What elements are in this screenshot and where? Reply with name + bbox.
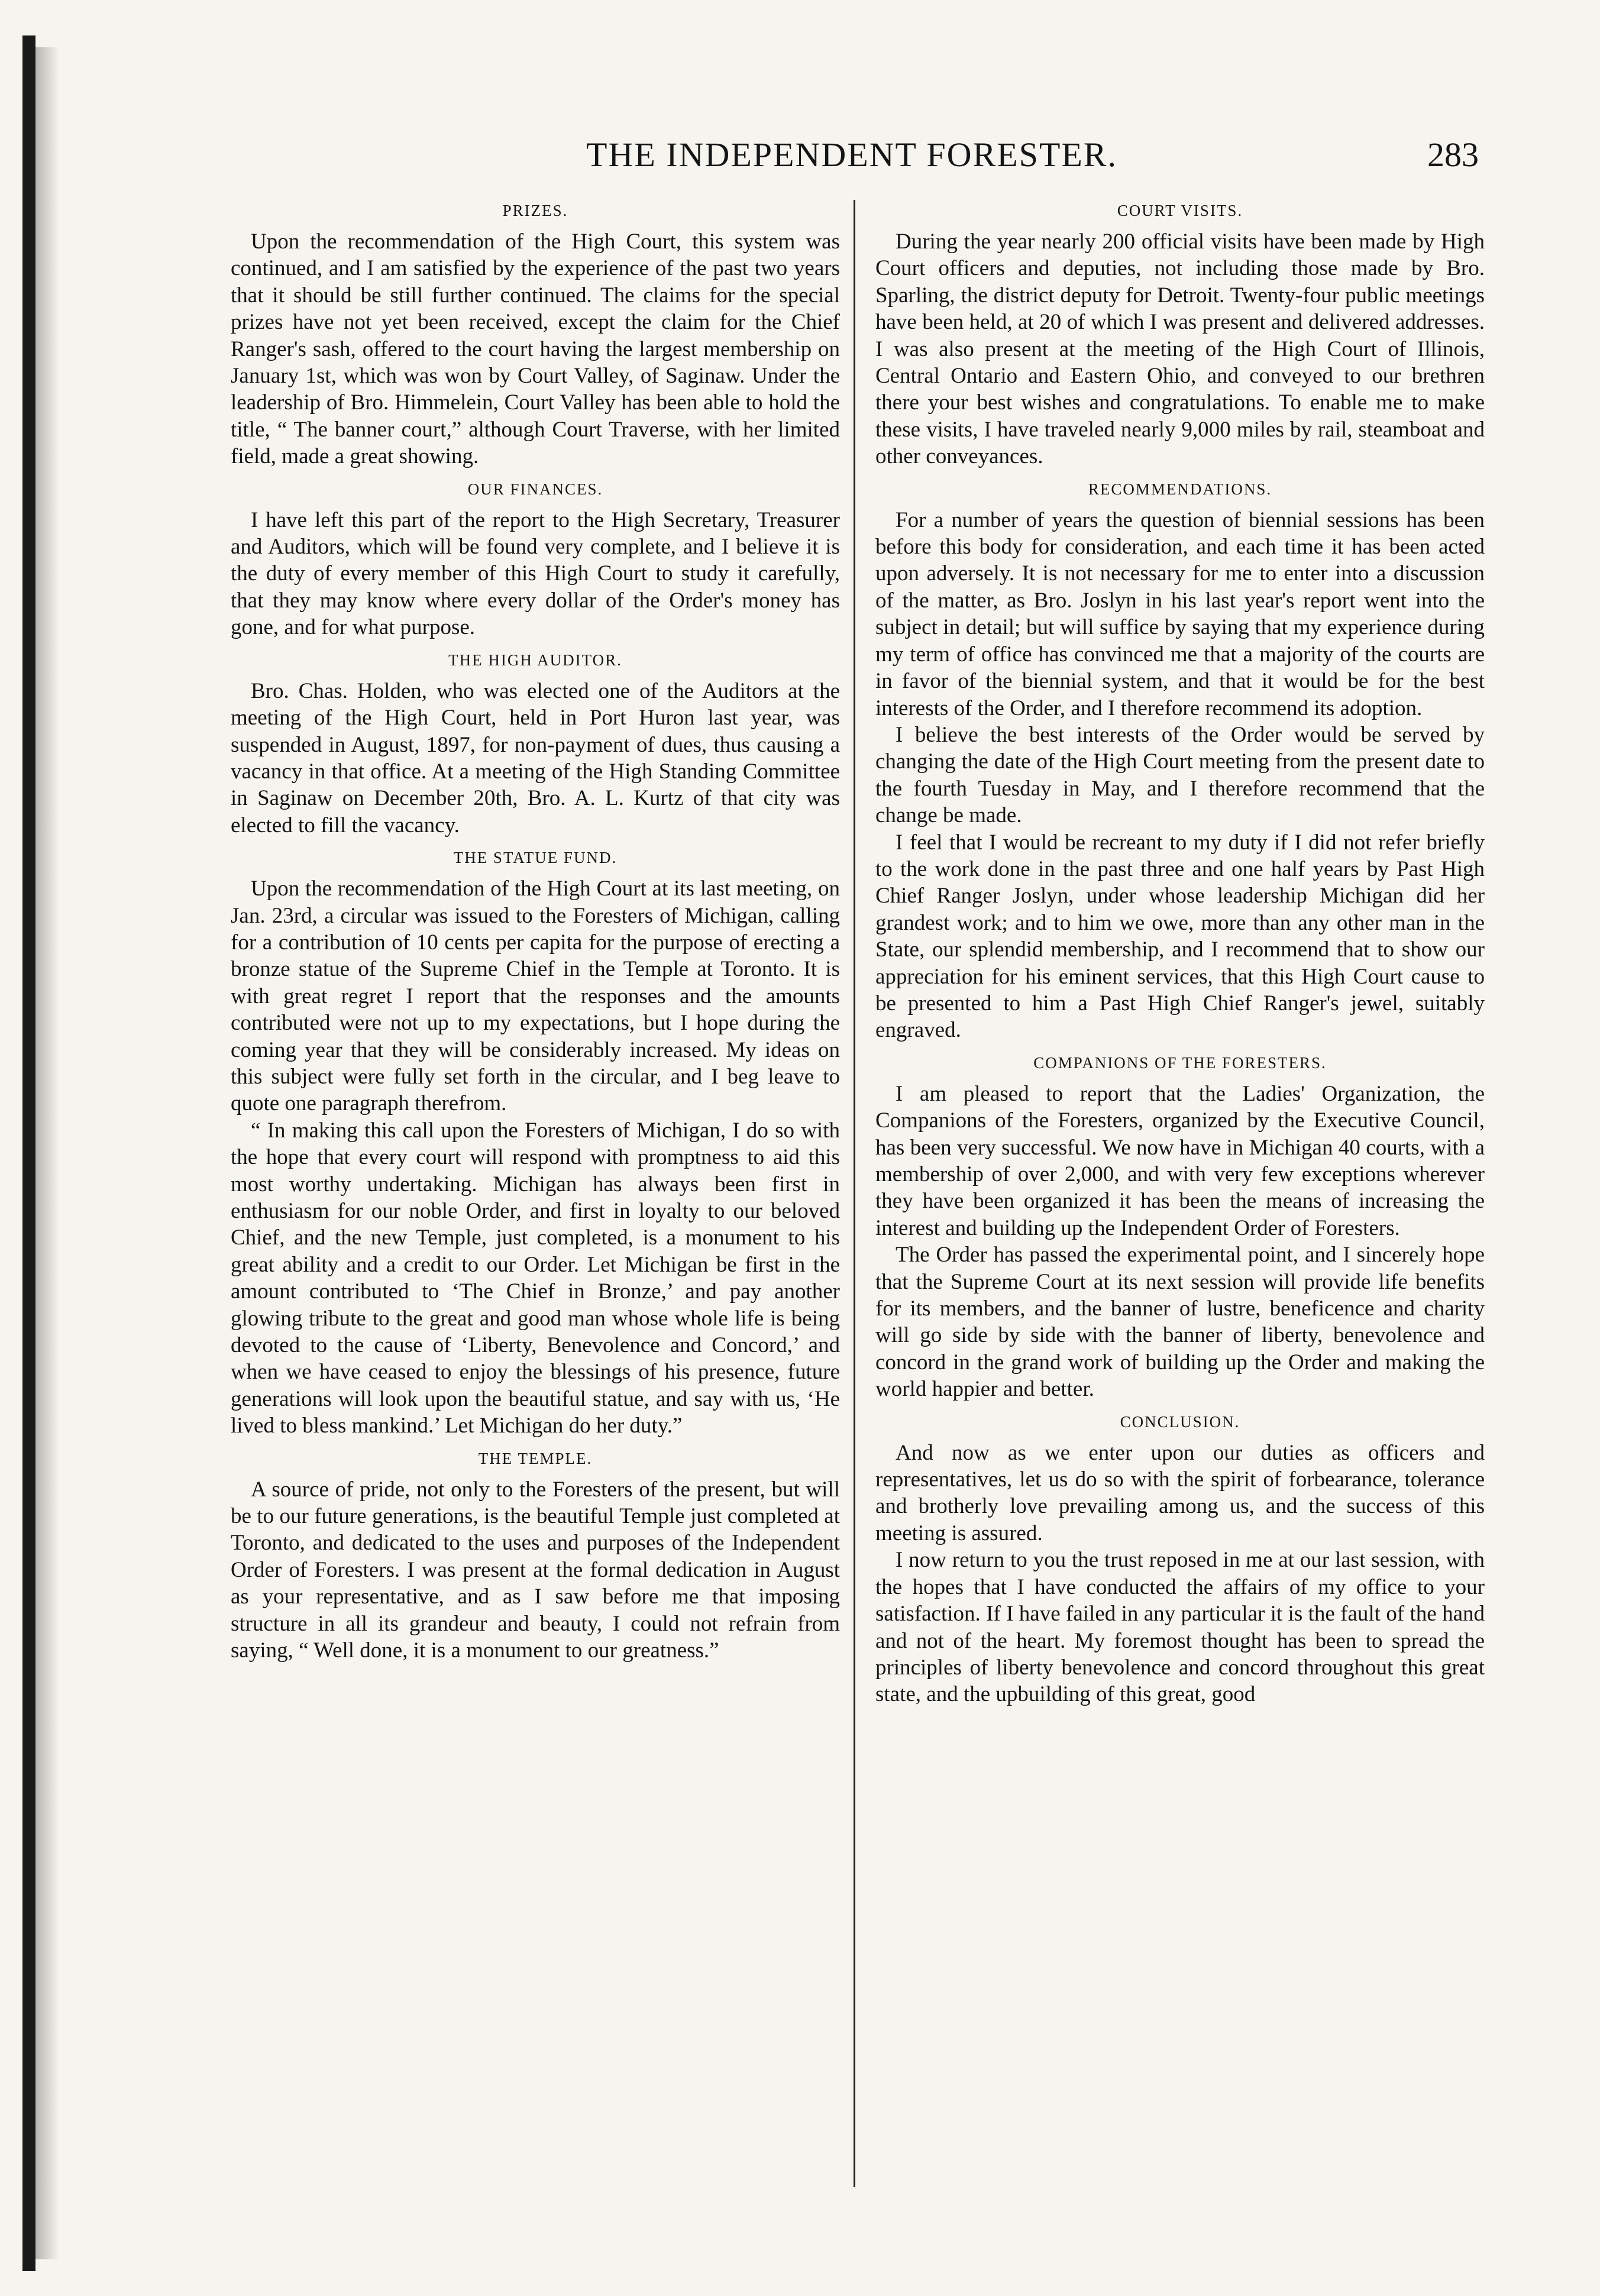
paragraph: I believe the best interests of the Order would be served by changing the date of the High Court meeting from the present date to the fourth Tuesday in May, and I therefore recommend that the change be made. bbox=[875, 722, 1485, 828]
paragraph: A source of pride, not only to the Foresters of the present, but will be to our future generations, is the beautiful Temple just completed at Toronto, and dedicated to the uses and purposes of the Independent Order of Foresters. I was present at the formal dedication in August as your representative, and as I saw before me that imposing structure in all its grandeur and beauty, I could not refrain from saying, “ Well done, it is a monument to our greatness.” bbox=[231, 1477, 840, 1663]
paragraph: I am pleased to report that the Ladies' Organization, the Companions of the Foresters, organized by the Executive Council, has been very successful. We now have in Michigan 40 courts, with a membership of over 2,000, and with very few exceptions wherever they have been organized it has been the means of increasing the interest and building up the Independent Order of Foresters. bbox=[875, 1081, 1485, 1240]
section-heading-conclusion: CONCLUSION. bbox=[1120, 1412, 1240, 1431]
paragraph: And now as we enter upon our duties as officers and representatives, let us do so with the spirit of forbearance, tolerance and brotherly love prevailing among us, and the success of this meeting is assured. bbox=[875, 1440, 1485, 1545]
book-binding-edge bbox=[22, 35, 35, 2271]
paragraph: I have left this part of the report to the High Secretary, Treasurer and Auditors, which will be found very complete, and I believe it is the duty of every member of this High Court to study it carefully, that they may know where every dollar of the Order's money has gone, and for what purpose. bbox=[231, 507, 840, 640]
paragraph: Upon the recommendation of the High Court at its last meeting, on Jan. 23rd, a circular was issued to the Foresters of Michigan, calling for a contribution of 10 cents per capita for the purpose of erecting a bronze statue of the Supreme Chief in the Temple at Toronto. It is with great regret I report that the responses and the amounts contributed were not up to my expectations, but I hope during the coming year that they will be considerably increased. My ideas on this subject were fully set forth in the circular, and I beg leave to quote one paragraph therefrom. bbox=[231, 877, 840, 1116]
section-heading-high-auditor: THE HIGH AUDITOR. bbox=[448, 651, 622, 669]
quoted-paragraph: “ In making this call upon the Foresters of Michigan, I do so with the hope that every court will respond with promptness to aid this most worthy undertaking. Michigan has always been first in enthusiasm for our noble Order, and first in loyalty to our beloved Chief, and the new Temple, just completed, is a monument to his great ability and a credit to our Order. Let Michigan be first in the amount contributed to ‘The Chief in Bronze,’ and pay another glowing tribute to the great and good man whose whole life is being devoted to the cause of ‘Liberty, Benevolence and Concord,’ and when we have ceased to enjoy the blessings of his presence, future generations will look upon the beautiful statue, and say with us, ‘He lived to bless mankind.’ Let Michigan do her duty.” bbox=[231, 1118, 840, 1438]
paragraph: Bro. Chas. Holden, who was elected one of the Auditors at the meeting of the High Court, held in Port Huron last year, was suspended in August, 1897, for non-payment of dues, thus causing a vacancy in that office. At a meeting of the High Standing Committee in Saginaw on December 20th, Bro. A. L. Kurtz of that city was elected to fill the vacancy. bbox=[231, 678, 840, 837]
section-heading-temple: THE TEMPLE. bbox=[478, 1449, 593, 1467]
section-heading-court-visits: COURT VISITS. bbox=[1117, 202, 1243, 219]
paragraph: During the year nearly 200 official visits have been made by High Court officers and deputies, not including those made by Bro. Sparling, the district deputy for Detroit. Twenty-four public meetings have been held, at 20 of which I was present and delivered addresses. I was also present at the meeting of the High Court of Illinois, Central Ontario and Eastern Ohio, and conveyed to our brethren there your best wishes and congratulations. To enable me to make these visits, I have traveled nearly 9,000 miles by rail, steamboat and other conveyances. bbox=[875, 229, 1485, 469]
page-number: 283 bbox=[1427, 135, 1479, 174]
binding-shadow bbox=[35, 47, 59, 2259]
running-title: THE INDEPENDENT FORESTER. bbox=[586, 135, 1117, 174]
paragraph: Upon the recommendation of the High Court, this system was continued, and I am satisfied by the experience of the past two years that it should be still further continued. The claims for the special prizes have not yet been received, except the claim for the Chief Ranger's sash, offered to the court having the largest membership on January 1st, which was won by Court Valley, of Saginaw. Under the leadership of Bro. Himmelein, Court Valley has been able to hold the title, “ The banner court,” although Court Traverse, with her limited field, made a great showing. bbox=[231, 229, 840, 469]
paragraph: The Order has passed the experimental point, and I sincerely hope that the Supreme Court at its next session will provide life benefits for its members, and the banner of lustre, beneficence and charity will go side by side with the banner of liberty, benevolence and concord in the grand work of building up the Order and making the world happier and better. bbox=[875, 1243, 1485, 1402]
section-heading-companions: COMPANIONS OF THE FORESTERS. bbox=[1033, 1053, 1327, 1072]
paragraph: I feel that I would be recreant to my duty if I did not refer briefly to the work done in the past three and one half years by Past High Chief Ranger Joslyn, under whose leadership Michigan did her grandest work; and to him we owe, more than any other man in the State, our splendid membership, and I recommend that to show our appreciation for his eminent services, that this High Court cause to be presented to him a Past High Chief Ranger's jewel, suitably engraved. bbox=[875, 830, 1485, 1043]
page-header bbox=[225, 135, 1479, 188]
section-heading-prizes: PRIZES. bbox=[502, 202, 568, 219]
paragraph: I now return to you the trust reposed in me at our last session, with the hopes that I have conducted the affairs of my office to your satisfaction. If I have failed in any particular it is the fault of the hand and not of the heart. My foremost thought has been to spread the principles of liberty benevolence and concord throughout this great state, and the upbuilding of this great, good bbox=[875, 1548, 1485, 1707]
right-column bbox=[875, 200, 1485, 1708]
section-heading-finances: OUR FINANCES. bbox=[467, 480, 603, 498]
section-heading-statue-fund: THE STATUE FUND. bbox=[453, 849, 618, 867]
paragraph: For a number of years the question of biennial sessions has been before this body for consideration, and each time it has been acted upon adversely. It is not necessary for me to enter into a discussion of the matter, as Bro. Joslyn in his last year's report went into the subject in detail; but will suffice by saying that my experience during my term of office has convinced me that a majority of the courts are in favor of the biennial system, and that it would be for the best interests of the Order, and I therefore recommend its adoption. bbox=[875, 507, 1485, 720]
left-column bbox=[231, 200, 840, 1664]
section-heading-recommendations: RECOMMENDATIONS. bbox=[1088, 480, 1272, 498]
column-divider bbox=[854, 200, 855, 2187]
